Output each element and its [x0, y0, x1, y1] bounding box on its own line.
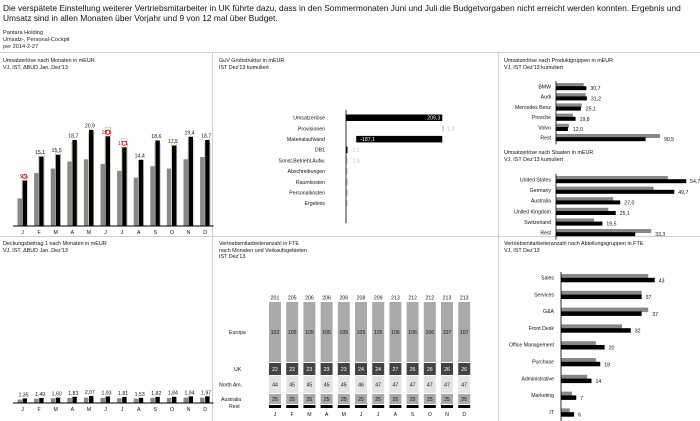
axis-month-label: S [410, 412, 415, 418]
segment-label: 22 [272, 366, 278, 373]
axis-month-label: J [120, 230, 124, 236]
bar-actual [72, 140, 76, 226]
data-label: 9,9 [19, 173, 28, 180]
bar-actual [23, 398, 27, 403]
axis-month-label: F [37, 230, 41, 236]
bar-actual [556, 232, 635, 236]
category-label: G&A [543, 309, 554, 316]
axis-month-label: A [70, 407, 75, 413]
segment-label: 25 [392, 396, 399, 403]
panel-subtitle: IST Dez'13 kumuliert [219, 64, 269, 71]
segment-label: 102 [270, 329, 280, 336]
segment-label: 25 [358, 396, 364, 403]
segment-label: 23 [306, 366, 313, 373]
bar-actual [561, 362, 600, 367]
total-label: 213 [459, 295, 469, 302]
bar-actual [556, 222, 602, 226]
segment-label: 25 [306, 396, 313, 403]
bar-actual [561, 278, 655, 283]
segment-label: 25 [426, 396, 433, 403]
bar-actual [556, 179, 686, 183]
segment-rest [338, 405, 350, 408]
bar-prev-year [184, 159, 189, 226]
data-label: 1,49 [35, 391, 46, 398]
data-label: 30,7 [590, 86, 601, 93]
data-label: 1,6 [352, 158, 360, 165]
data-label: 1,93 [101, 390, 112, 397]
segment-label: 25 [323, 396, 330, 403]
segment-label: 25 [375, 396, 382, 403]
axis-month-label: A [70, 230, 75, 236]
data-label: 19,5 [606, 221, 617, 228]
segment-label: 46 [358, 382, 364, 389]
bar-actual [561, 311, 642, 316]
category-label: BMW [538, 84, 551, 91]
bar-prev-year [51, 398, 56, 403]
bar-actual [205, 140, 209, 226]
category-label: Switzerland [524, 219, 551, 226]
segment-label: 47 [426, 382, 433, 389]
bar-actual [89, 130, 93, 226]
segment-label: 47 [375, 382, 382, 389]
category-label: Porsche [531, 115, 551, 122]
bar-actual [89, 396, 93, 403]
segment-rest [407, 405, 419, 408]
data-label: 37 [652, 311, 658, 318]
bar-prev-year [117, 171, 122, 226]
data-label: 1,53 [134, 391, 145, 398]
axis-month-label: N [445, 412, 449, 418]
segment-rest [372, 405, 384, 408]
bar-prev-year [51, 169, 56, 227]
bar-actual [106, 136, 110, 226]
axis-month-label: J [120, 407, 124, 413]
bar-actual [172, 146, 176, 227]
bar-actual [122, 397, 126, 403]
bar-prev-year [18, 198, 23, 226]
segment-label: 25 [409, 396, 416, 403]
bar-actual [561, 379, 592, 384]
segment-label: 22 [289, 366, 296, 373]
data-label: 1,84 [167, 390, 178, 397]
category-label: United Kingdom [514, 209, 551, 216]
data-label: 1,1 [352, 147, 360, 154]
data-label: 54,7 [690, 179, 700, 186]
category-label: Mercedes Benz [514, 104, 551, 111]
category-label: DB1 [314, 147, 325, 154]
segment-label: 45 [306, 382, 313, 389]
axis-month-label: F [290, 412, 294, 418]
axis-month-label: J [104, 407, 107, 413]
bar-actual [155, 397, 159, 403]
panel-title: Vertriebsmitarbeiteranzahl in FTE [219, 241, 299, 247]
bar-prev-year [117, 398, 122, 403]
company-name: Pantara Holding [3, 30, 44, 36]
category-label: Volvo [538, 125, 551, 132]
segment-label: 105 [322, 329, 331, 336]
panel-title: Umsatzerlöse nach Produktgruppen in mEUR [504, 58, 614, 64]
bar-prev-year [67, 162, 72, 226]
segment-rest [269, 405, 281, 408]
data-label: 18,7 [68, 133, 79, 140]
region-label-north-am: North Am. [219, 382, 243, 389]
data-label: 18 [604, 362, 611, 369]
total-label: 205 [287, 295, 297, 302]
segment-label: 107 [459, 329, 469, 336]
data-label: 25,1 [585, 106, 596, 113]
bar-actual [106, 396, 110, 403]
panel-subtitle: VJ, IST Dez'13 kumuliert [504, 156, 564, 163]
bar-actual [556, 117, 576, 121]
segment-label: 26 [426, 366, 433, 373]
data-label: 90,5 [663, 137, 675, 144]
data-label: 7 [580, 395, 584, 402]
category-label: Sonst.Betriebl.Aufw. [278, 158, 325, 165]
axis-month-label: O [169, 407, 174, 413]
segment-rest [441, 405, 453, 408]
data-label: 18,6 [151, 133, 162, 140]
axis-month-label: S [153, 230, 158, 236]
bar-actual [155, 140, 159, 226]
panel-title: Deckungsbeitrag 1 nach Monaten in mEUR [3, 241, 107, 247]
panel-title: Vertriebsmitarbeiteranzahl nach Abteilungsgruppen in FTE [504, 241, 644, 247]
panel-subtitle: VJ, IST, ΔBUD Jan..Dez'13 [3, 64, 68, 71]
axis-month-label: D [203, 407, 207, 413]
segment-label: 106 [408, 329, 417, 336]
data-label: 17,5 [167, 139, 178, 145]
axis-month-label: J [21, 407, 24, 413]
data-label: 12,0 [572, 127, 583, 133]
region-label-uk: UK [234, 366, 242, 373]
bar-prev-year [67, 398, 72, 403]
axis-month-label: S [153, 407, 158, 413]
data-label: 1,97 [201, 390, 212, 397]
category-label: Administrative [521, 376, 554, 383]
category-label: United States [519, 177, 551, 184]
panel-title: Umsatzerlöse nach Monaten in mEUR [3, 58, 95, 64]
segment-rest [389, 405, 401, 408]
bar-actual [561, 328, 631, 333]
segment-label: 105 [305, 329, 314, 336]
segment-label: 105 [287, 329, 297, 336]
axis-month-label: A [136, 407, 141, 413]
category-label: Raumkosten [295, 179, 325, 186]
axis-month-label: D [462, 412, 467, 418]
total-label: 212 [408, 295, 417, 302]
bar-actual [122, 147, 126, 226]
bar-prev-year [84, 398, 89, 403]
segment-label: 105 [339, 329, 349, 336]
segment-label: 105 [356, 329, 366, 336]
bar-prev-year [200, 157, 205, 226]
headline: Die verspätete Einstellung weiterer Vertriebsmitarbeiter in UK führte dazu, dass in den Sommermonaten Juni und Juli die Budgetvorgaben nicht erreicht werden konnten. Ergebnis und Umsatz sind in allen Monaten über Vorjahr und 9 von 12 mal über Budget. [3, 3, 681, 23]
panel-subtitle: VJ, IST Dez'13 kumuliert [504, 64, 564, 71]
category-label: Ergebnis [304, 201, 325, 208]
axis-month-label: O [169, 230, 174, 236]
segment-label: 26 [409, 366, 416, 373]
axis-month-label: N [186, 230, 191, 236]
category-label: IT [549, 409, 554, 416]
data-label: 1,35 [18, 392, 29, 399]
report-name: Umsatz-, Personal-Cockpit [3, 36, 70, 43]
category-label: Umsatzerlöse [293, 115, 325, 122]
axis-month-label: M [307, 412, 312, 418]
bar-prev-year [134, 178, 139, 226]
segment-rest [355, 405, 367, 408]
bar-actual [561, 412, 574, 417]
segment-label: 23 [323, 366, 330, 373]
bar-prev-year [200, 398, 205, 403]
data-label: 27,0 [624, 200, 635, 207]
data-label: 37 [645, 295, 652, 302]
total-label: 213 [391, 295, 400, 302]
bar-actual [556, 200, 620, 204]
data-label: 43 [658, 278, 665, 285]
axis-month-label: J [104, 230, 107, 236]
data-label: 1,83 [68, 390, 79, 397]
category-label: Provisionen [297, 126, 325, 133]
bar-actual [56, 155, 60, 226]
category-label: Audi [540, 94, 551, 101]
data-label: 1,82 [151, 390, 162, 397]
total-label: 206 [322, 295, 331, 302]
category-label: Marketing [531, 393, 554, 400]
region-label-rest: Rest [229, 404, 240, 410]
panel-title: Umsatzerlöse nach Staaten in mEUR [504, 150, 594, 156]
data-label: 15,5 [51, 148, 62, 155]
segment-label: 24 [358, 366, 364, 373]
data-label: 32 [634, 328, 641, 335]
segment-label: 47 [392, 382, 399, 389]
bar-actual [556, 96, 587, 100]
bar-actual [556, 86, 586, 90]
bar-actual [189, 137, 193, 226]
axis-month-label: A [393, 412, 398, 418]
bar-actual [172, 397, 176, 403]
bar-actual [39, 157, 43, 226]
segment-label: 45 [323, 382, 330, 389]
category-label: Australia [530, 198, 551, 205]
bar-actual [72, 397, 76, 403]
data-label: 19,4 [184, 130, 195, 137]
axis-month-label: M [86, 407, 92, 413]
category-label: Abschreibungen [287, 169, 325, 176]
axis-month-label: M [86, 230, 92, 236]
bar-prev-year [84, 159, 89, 226]
data-label: 2,07 [84, 389, 95, 396]
data-label: 209,3 [427, 115, 441, 122]
bar-actual [139, 160, 143, 226]
panel-title: GuV Grobstruktur in mEUR [219, 58, 285, 64]
axis-month-label: J [376, 412, 380, 418]
category-label: Sales [541, 275, 554, 282]
axis-month-label: J [359, 412, 363, 418]
total-label: 208 [356, 295, 366, 302]
bar-actual [23, 180, 27, 226]
report-date: per 2014-2-27 [3, 43, 39, 50]
region-label-europa: Europa [229, 329, 246, 336]
axis-month-label: A [136, 230, 141, 236]
segment-label: 106 [425, 329, 435, 336]
data-label: 17,1 [118, 140, 129, 147]
bar-actual [556, 190, 674, 194]
segment-rest [286, 405, 298, 408]
segment-label: 25 [289, 396, 296, 403]
segment-label: 23 [340, 366, 347, 373]
category-label: Personalkosten [289, 190, 325, 197]
segment-label: 25 [461, 396, 468, 403]
bar-prev-year [150, 166, 155, 226]
panel-subtitle: VJ, IST, ΔBUD Jan..Dez'13 [3, 247, 68, 254]
bar-actual [561, 345, 605, 350]
segment-label: 25 [340, 396, 347, 403]
segment-label: 45 [340, 382, 347, 389]
bar-actual [39, 398, 43, 403]
category-label: Services [534, 292, 554, 299]
bar-prev-year [34, 399, 39, 403]
bar-actual [561, 295, 642, 300]
segment-label: 45 [289, 382, 296, 389]
bar-actual [556, 137, 646, 141]
bar-prev-year [101, 164, 106, 226]
data-label: 18,7 [201, 133, 212, 140]
segment-label: 47 [409, 382, 416, 389]
segment-label: 26 [444, 366, 450, 373]
axis-month-label: M [53, 230, 58, 236]
axis-month-label: J [273, 412, 277, 418]
category-label: Materialaufwand [286, 137, 325, 143]
data-label: 49,7 [678, 189, 689, 196]
segment-rest [321, 405, 333, 408]
bar-prev-year [101, 398, 106, 403]
axis-month-label: D [203, 230, 207, 236]
bar-actual [189, 396, 193, 403]
data-label: 1,81 [118, 390, 129, 397]
data-label: 31,2 [590, 96, 601, 103]
bar-actual [556, 107, 581, 111]
data-label: -187,1 [360, 137, 375, 143]
axis-month-label: J [21, 230, 24, 236]
bar-prev-year [34, 173, 39, 226]
data-label: 25,1 [619, 211, 630, 217]
segment-label: 107 [442, 329, 452, 336]
data-label: 20 [608, 345, 615, 352]
segment-rest [424, 405, 436, 408]
axis-month-label: A [324, 412, 329, 418]
total-label: 206 [339, 295, 349, 302]
segment-label: 106 [391, 329, 400, 336]
segment-label: 27 [392, 366, 399, 373]
category-label: Purchase [532, 359, 554, 366]
segment-label: 47 [461, 382, 468, 389]
data-label: 15,1 [35, 150, 46, 157]
region-label-australia: Australia [221, 396, 242, 403]
category-label: Front Desk [528, 325, 554, 332]
bar-prev-year [134, 399, 139, 403]
bar-actual [561, 395, 576, 400]
segment-rest [458, 405, 470, 408]
data-label: 20,9 [84, 123, 95, 130]
category-label: Office Management [508, 342, 554, 349]
data-label: 1,2 [447, 126, 455, 133]
total-label: 213 [442, 295, 452, 302]
data-label: 19,5 [101, 129, 112, 136]
panel-subtitle-2: IST Dez'13 [219, 254, 246, 261]
data-label: 19,8 [579, 116, 590, 123]
data-label: 14,4 [134, 153, 145, 160]
total-label: 206 [305, 295, 314, 302]
data-label: 1,94 [184, 390, 195, 397]
segment-label: 25 [272, 396, 278, 403]
bar-prev-year [167, 398, 172, 403]
total-label: 212 [425, 295, 435, 302]
panel-subtitle: VJ, IST Dez'13 [504, 247, 540, 254]
category-label: Germany [529, 188, 551, 195]
total-label: 201 [270, 295, 280, 302]
data-label: 1,60 [51, 391, 62, 398]
axis-month-label: N [186, 407, 191, 413]
bar-actual [556, 211, 616, 215]
bar-prev-year [184, 398, 189, 403]
segment-label: 47 [444, 382, 450, 389]
segment-rest [303, 405, 315, 408]
total-label: 209 [373, 295, 383, 302]
category-label: Rest [540, 135, 551, 142]
category-label: Rest [540, 230, 551, 237]
data-label: 6 [578, 412, 581, 419]
axis-month-label: M [341, 412, 346, 418]
segment-label: 105 [373, 329, 383, 336]
bar-actual [56, 398, 60, 403]
data-label: 14 [595, 379, 602, 386]
bar-actual [205, 396, 209, 403]
bar-actual [556, 127, 568, 131]
segment-label: 24 [375, 366, 382, 373]
axis-month-label: F [37, 407, 41, 413]
bar-prev-year [167, 169, 172, 227]
bar-value [442, 125, 444, 132]
axis-month-label: M [53, 407, 58, 413]
data-label: 33,3 [655, 232, 666, 239]
segment-label: 25 [444, 396, 450, 403]
bar-actual [139, 398, 143, 403]
axis-month-label: O [427, 412, 432, 418]
panel-subtitle: nach Monaten und Verkaufsgebieten [219, 247, 307, 254]
bar-prev-year [18, 400, 23, 403]
segment-label: 26 [461, 366, 468, 373]
bar-prev-year [150, 398, 155, 403]
segment-label: 44 [272, 382, 278, 389]
